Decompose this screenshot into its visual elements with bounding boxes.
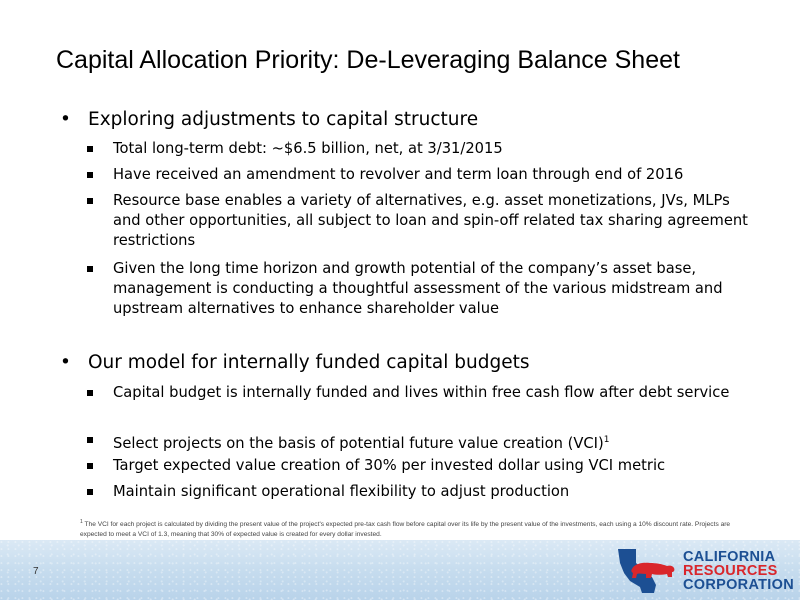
bullet-item: Have received an amendment to revolver and term loan through end of 2016 — [113, 165, 753, 185]
page-number: 7 — [33, 566, 39, 577]
footnote: $^1$ The VCI for each project is calculated by dividing the present value of the project's expected pre-tax cash flow before capital over its life by the present value of the investments, each using a 10% discount rate. Projects are expected to meet a VCI of 1.3, meaning that 30% of expected value is created for every dollar invested. — [80, 519, 731, 539]
square-bullet-icon — [87, 198, 93, 204]
section-heading-capital-budgets: • Our model for internally funded capital budgets — [60, 352, 530, 373]
bullet-item: Resource base enables a variety of alternatives, e.g. asset monetizations, JVs, MLPs and other opportunities, all subject to loan and spin-off related tax sharing agreement restrictions — [113, 191, 753, 251]
section-heading-capital-structure: • Exploring adjustments to capital structure — [60, 109, 479, 130]
square-bullet-icon — [87, 390, 93, 396]
logo-text: CALIFORNIA RESOURCES CORPORATION — [683, 549, 794, 593]
bullet-item: Total long-term debt: ~$6.5 billion, net, at 3/31/2015 — [113, 139, 753, 159]
square-bullet-icon — [87, 146, 93, 152]
bullet-item: Capital budget is internally funded and lives within free cash flow after debt service — [113, 383, 753, 403]
square-bullet-icon — [87, 172, 93, 178]
company-logo — [612, 547, 792, 595]
footnote-marker: 1 — [603, 435, 610, 445]
square-bullet-icon — [87, 266, 93, 272]
california-bear-logo-icon — [612, 547, 682, 595]
bullet-item: Target expected value creation of 30% per invested dollar using VCI metric — [113, 456, 753, 476]
square-bullet-icon — [87, 463, 93, 469]
slide-title: Capital Allocation Priority: De-Leveraging Balance Sheet — [56, 46, 680, 74]
bullet-dot-icon: • — [60, 352, 71, 373]
bullet-item: Maintain significant operational flexibility to adjust production — [113, 482, 753, 502]
bullet-item: Given the long time horizon and growth potential of the company’s asset base, management is conducting a thoughtful assessment of the various midstream and upstream alternatives to enhance shareholder value — [113, 259, 753, 319]
bullet-dot-icon: • — [60, 109, 71, 130]
square-bullet-icon — [87, 437, 93, 443]
square-bullet-icon — [87, 489, 93, 495]
bullet-item: Select projects on the basis of potential future value creation (VCI)$^1$ — [113, 430, 753, 454]
